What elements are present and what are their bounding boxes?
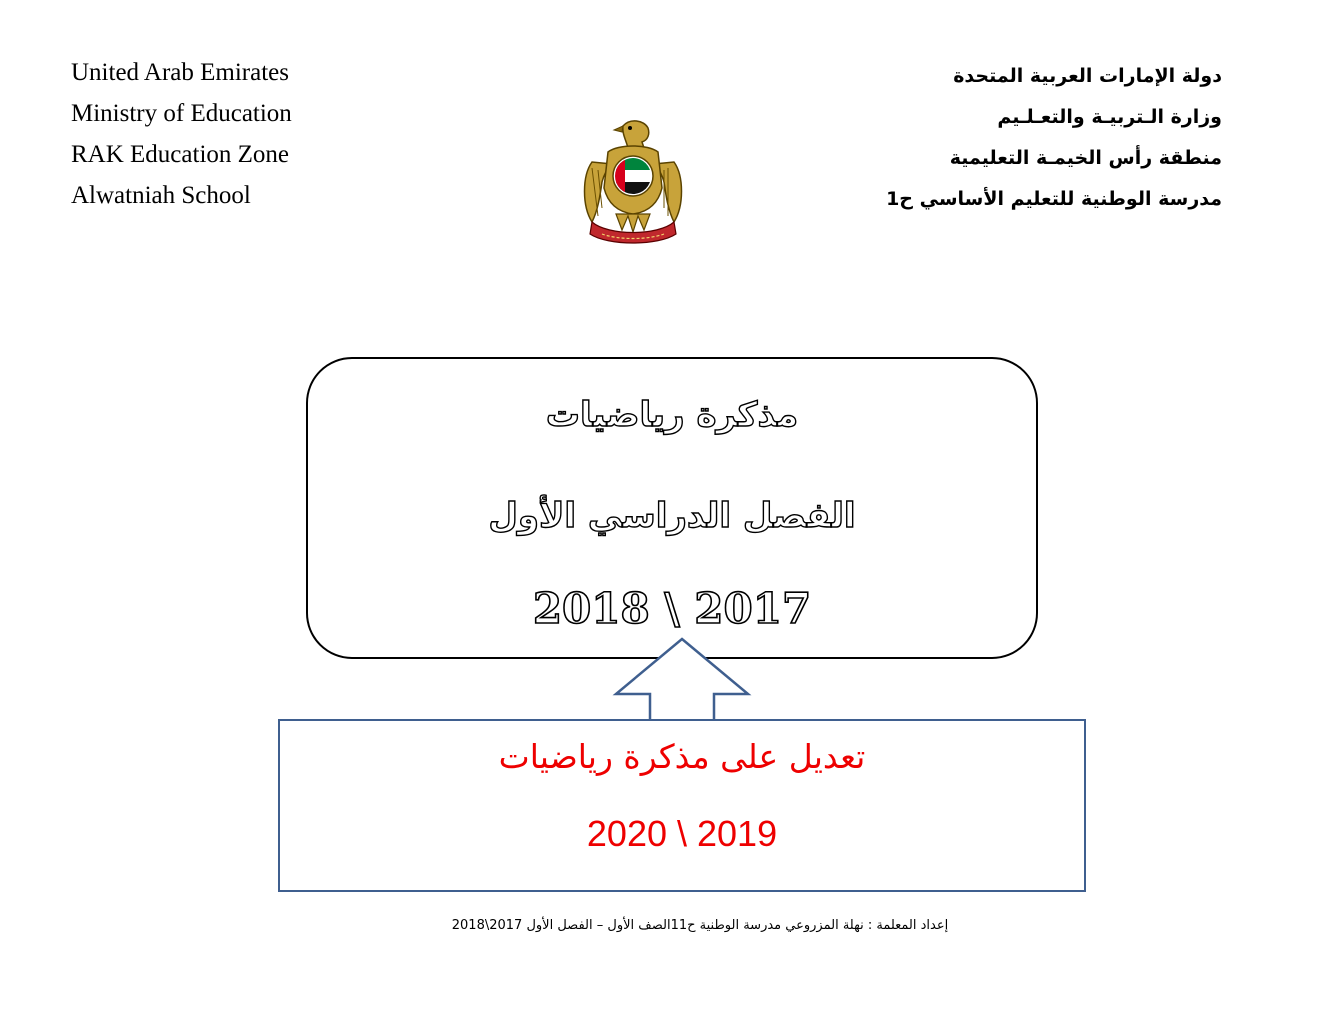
modification-box xyxy=(278,719,1086,892)
header-school: Alwatniah School xyxy=(71,182,251,209)
header-country-ar: دولة الإمارات العربية المتحدة xyxy=(953,65,1222,87)
header-ministry: Ministry of Education xyxy=(71,100,292,127)
header-zone: RAK Education Zone xyxy=(71,141,290,168)
title-math-notes: مذكرة رياضيات xyxy=(545,395,799,435)
footer-credit: إعداد المعلمة : نهلة المزروعي مدرسة الوطنية ح11الصف الأول – الفصل الأول 2017\2018 xyxy=(451,918,949,933)
modification-year: 2020 \ 2019 xyxy=(586,813,778,854)
header-english xyxy=(71,52,292,216)
title-year: 2018 \ 2017 xyxy=(532,584,812,633)
header-school-ar: مدرسة الوطنية للتعليم الأساسي ح1 xyxy=(886,188,1222,210)
header-country: United Arab Emirates xyxy=(71,59,289,86)
modification-title: تعديل على مذكرة رياضيات xyxy=(498,737,866,776)
header-arabic xyxy=(886,56,1222,220)
header-ministry-ar: وزارة الـتربيـة والتعـلـيم xyxy=(997,106,1222,128)
title-box xyxy=(306,357,1038,659)
header-zone-ar: منطقة رأس الخيمـة التعليمية xyxy=(949,147,1222,169)
title-first-semester: الفصل الدراسي الأول xyxy=(488,496,856,536)
up-arrow-icon xyxy=(612,636,752,726)
uae-emblem-falcon-icon xyxy=(578,118,688,248)
